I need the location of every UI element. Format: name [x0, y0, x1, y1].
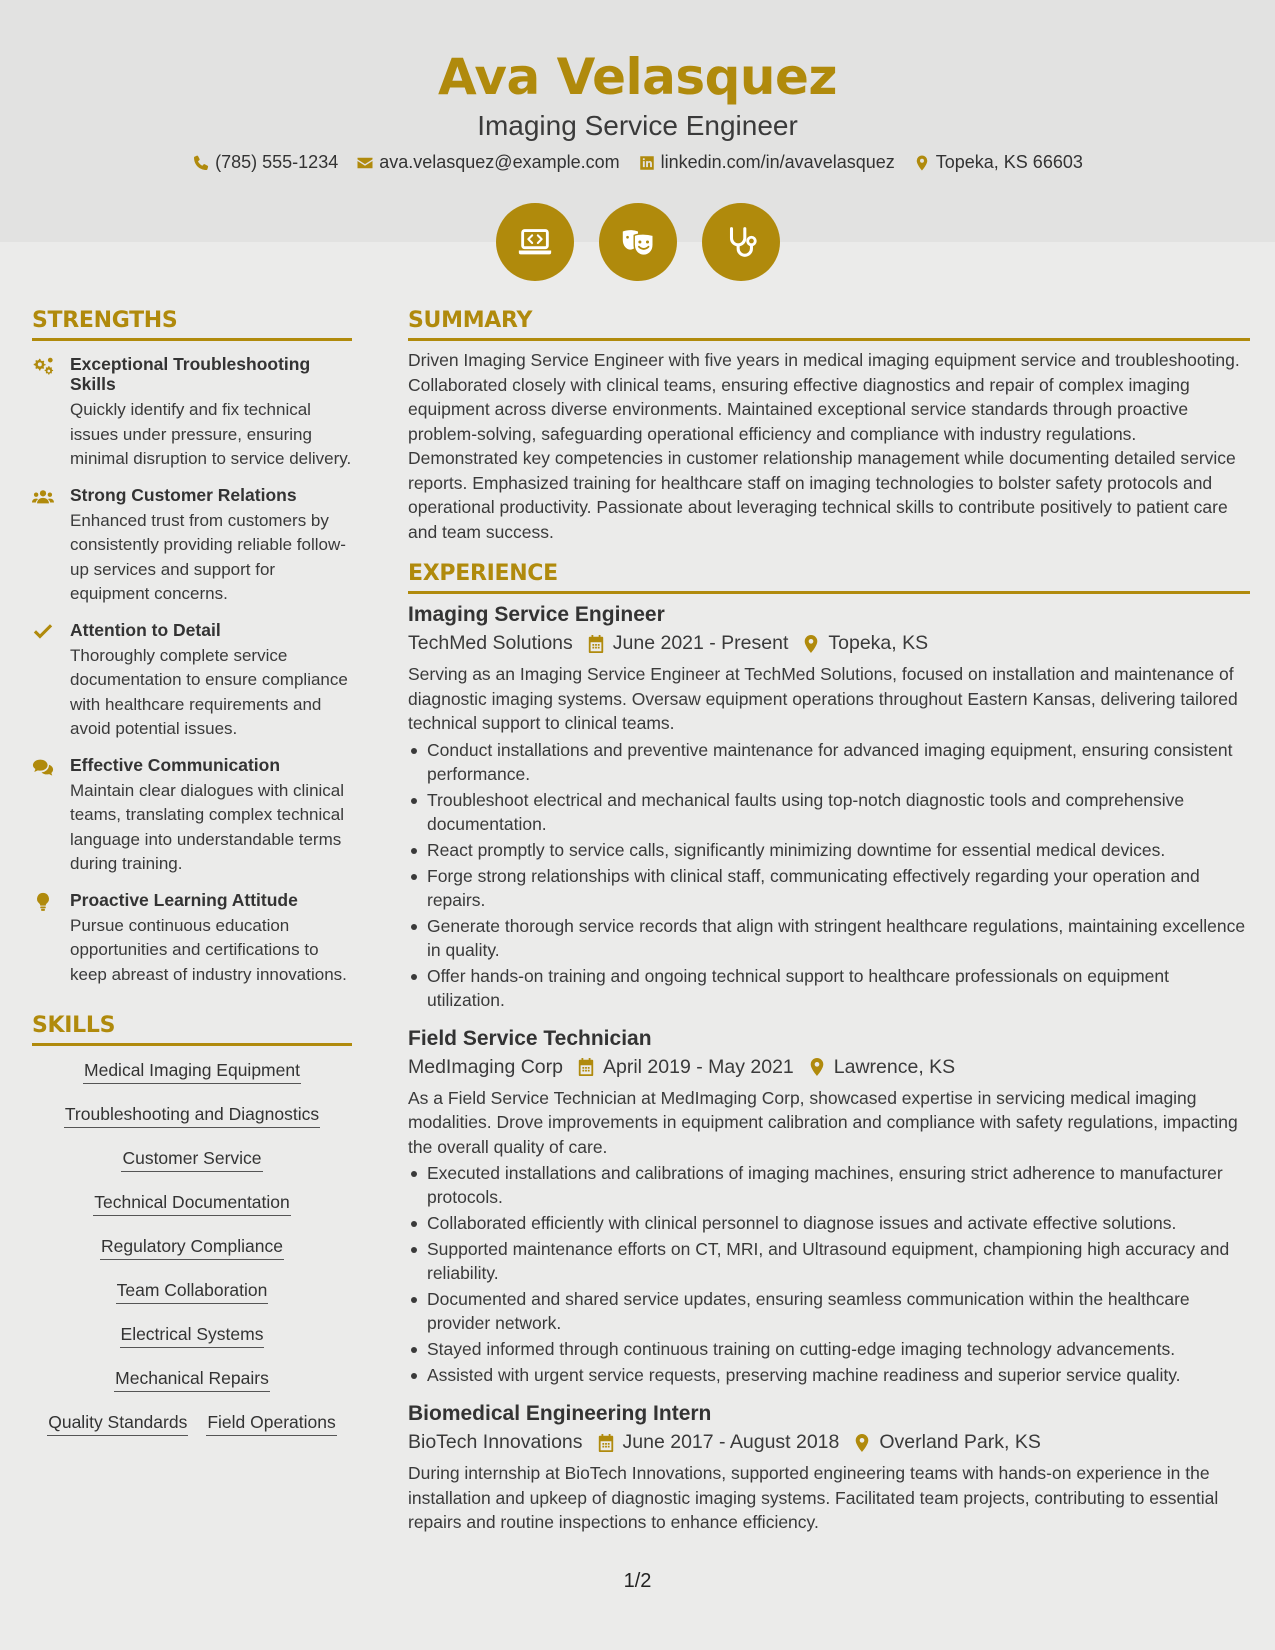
linkedin-text: linkedin.com/in/avavelasquez: [660, 152, 895, 172]
map-pin-icon: [808, 1057, 826, 1077]
calendar-icon: [577, 1057, 595, 1077]
strength-item: [32, 620, 352, 742]
strength-title: Strong Customer Relations: [70, 484, 297, 505]
job-dates: June 2021 - Present: [612, 632, 789, 654]
phone-text: (785) 555-1234: [215, 152, 339, 172]
badge-laptop: [496, 203, 574, 281]
strength-item: [32, 354, 352, 472]
strength-desc: Thoroughly complete service documentation to ensure compliance with healthcare requirements and avoid potential issues.: [70, 645, 348, 738]
skill-tag: Field Operations: [206, 1412, 336, 1436]
check-icon: [32, 622, 54, 642]
candidate-title: Imaging Service Engineer: [477, 110, 798, 141]
strength-title: Effective Communication: [70, 754, 281, 775]
strengths-heading: STRENGTHS: [32, 308, 352, 341]
experience-heading: EXPERIENCE: [408, 561, 1250, 594]
skill-tag: Team Collaboration: [116, 1280, 269, 1304]
skill-tag: Electrical Systems: [120, 1324, 265, 1348]
summary-heading: SUMMARY: [408, 308, 1250, 341]
calendar-icon: [587, 634, 605, 654]
stethoscope-icon: [722, 223, 760, 261]
contact-phone[interactable]: [192, 152, 338, 173]
job-description: During internship at BioTech Innovations, supported engineering teams with hands-on experience in the installation and upkeep of diagnostic imaging systems. Facilitated team projects, contributing to essential repairs and routine inspections to enhance efficiency.: [408, 1463, 1219, 1532]
job-location: Topeka, KS: [828, 632, 929, 654]
job-meta: [408, 1056, 1250, 1079]
strength-item: [32, 890, 352, 988]
envelope-icon: [356, 154, 374, 172]
job-meta: [408, 632, 1250, 655]
left-column: [32, 308, 352, 1436]
strength-title: Attention to Detail: [70, 619, 221, 640]
job-location: Lawrence, KS: [833, 1055, 956, 1078]
strength-desc: Quickly identify and fix technical issues under pressure, ensuring minimal disruption to service delivery.: [70, 400, 352, 468]
location-text: Topeka, KS 66603: [935, 152, 1083, 172]
badge-stethoscope: [702, 203, 780, 281]
strength-desc: Enhanced trust from customers by consistently providing reliable follow-up services and support for equipment concerns.: [70, 510, 346, 603]
job-bullets: [408, 1161, 1250, 1387]
contact-location: [913, 152, 1083, 173]
bullet-item: React promptly to service calls, significantly minimizing downtime for essential medical devices.: [408, 838, 1250, 862]
calendar-icon: [597, 1433, 615, 1453]
bullet-item: Stayed informed through continuous training on cutting-edge imaging technology advancements.: [408, 1337, 1250, 1361]
contact-linkedin[interactable]: [638, 152, 895, 173]
bullet-item: Executed installations and calibrations of imaging machines, ensuring strict adherence to manufacturer protocols.: [408, 1161, 1250, 1209]
skill-tag: Mechanical Repairs: [114, 1368, 270, 1392]
summary-text: Driven Imaging Service Engineer with five years in medical imaging equipment service and troubleshooting. Collaborated closely with clinical teams, ensuring effective diagnostics and repair of complex imaging equipment across diverse environments. Maintained exceptional service standards through proactive problem-solving, safeguarding operational efficiency and compliance with industry regulations. Demonstrated key competencies in customer relationship management while documenting detailed service reports. Emphasized training for healthcare staff on imaging technologies to bolster safety protocols and operational productivity. Passionate about leveraging technical skills to contribute positively to patient care and team success.: [408, 350, 1240, 542]
candidate-name: Ava Velasquez: [437, 48, 838, 106]
skills-list: [32, 1060, 352, 1436]
phone-icon: [192, 154, 210, 172]
job-role: Imaging Service Engineer: [408, 603, 665, 626]
skill-tag: Customer Service: [121, 1148, 262, 1172]
job-description: As a Field Service Technician at MedImaging Corp, showcased expertise in servicing medical imaging modalities. Drove improvements in equipment calibration and compliance with safety regulations, impacting the overall quality of care.: [408, 1087, 1238, 1157]
job-entry: [408, 602, 1250, 1012]
job-meta: [408, 1431, 1250, 1454]
laptop-code-icon: [516, 223, 554, 261]
interest-badges: [0, 203, 1275, 281]
skill-tag: Technical Documentation: [93, 1192, 291, 1216]
job-description: Serving as an Imaging Service Engineer at TechMed Solutions, focused on installation and maintenance of diagnostic imaging systems. Oversaw equipment operations throughout Eastern Kansas, delivering tailored technical support to clinical teams.: [408, 664, 1238, 733]
job-company: BioTech Innovations: [408, 1431, 583, 1453]
job-dates: June 2017 - August 2018: [622, 1431, 840, 1453]
skills-heading: SKILLS: [32, 1013, 352, 1046]
map-pin-icon: [853, 1433, 871, 1453]
bullet-item: Forge strong relationships with clinical staff, communicating effectively regarding your operation and repairs.: [408, 864, 1250, 912]
job-dates: April 2019 - May 2021: [603, 1055, 794, 1078]
job-role: Biomedical Engineering Intern: [408, 1402, 712, 1425]
contact-row: [0, 152, 1275, 173]
skill-tag: Quality Standards: [47, 1412, 188, 1436]
bullet-item: Offer hands-on training and ongoing technical support to healthcare professionals on equipment utilization.: [408, 964, 1250, 1012]
linkedin-icon: [638, 154, 656, 172]
comments-icon: [32, 757, 54, 777]
skill-tag: Regulatory Compliance: [100, 1236, 284, 1260]
job-company: TechMed Solutions: [408, 632, 573, 654]
skill-tag: Troubleshooting and Diagnostics: [64, 1104, 320, 1128]
bullet-item: Assisted with urgent service requests, preserving machine readiness and superior service quality.: [408, 1363, 1250, 1387]
strength-item: [32, 485, 352, 607]
strength-title: Exceptional Troubleshooting Skills: [70, 354, 311, 394]
bullet-item: Collaborated efficiently with clinical personnel to diagnose issues and activate effective solutions.: [408, 1211, 1250, 1235]
contact-email[interactable]: [356, 152, 619, 173]
bullet-item: Generate thorough service records that align with stringent healthcare regulations, maintaining excellence in quality.: [408, 914, 1250, 962]
right-column: [408, 308, 1250, 1535]
email-text: ava.velasquez@example.com: [379, 152, 620, 172]
badge-masks: [599, 203, 677, 281]
theater-masks-icon: [619, 223, 657, 261]
job-role: Field Service Technician: [408, 1026, 652, 1050]
gears-icon: [32, 356, 54, 376]
bullet-item: Troubleshoot electrical and mechanical faults using top-notch diagnostic tools and comprehensive documentation.: [408, 788, 1250, 836]
bullet-item: Supported maintenance efforts on CT, MRI, and Ultrasound equipment, championing high accuracy and reliability.: [408, 1237, 1250, 1285]
strength-item: [32, 755, 352, 877]
job-entry: [408, 1401, 1250, 1535]
strength-desc: Pursue continuous education opportunities and certifications to keep abreast of industry innovations.: [70, 915, 347, 984]
job-company: MedImaging Corp: [408, 1055, 563, 1078]
users-icon: [32, 487, 54, 507]
strength-title: Proactive Learning Attitude: [70, 889, 298, 910]
map-pin-icon: [913, 154, 931, 172]
bullet-item: Documented and shared service updates, ensuring seamless communication within the healthcare provider network.: [408, 1287, 1250, 1335]
strength-desc: Maintain clear dialogues with clinical teams, translating complex technical language into understandable terms during training.: [70, 780, 345, 873]
job-entry: [408, 1026, 1250, 1388]
job-bullets: [408, 738, 1250, 1012]
job-location: Overland Park, KS: [879, 1431, 1041, 1453]
bullet-item: Conduct installations and preventive maintenance for advanced imaging equipment, ensuring consistent performance.: [408, 738, 1250, 786]
skill-tag: Medical Imaging Equipment: [83, 1060, 301, 1084]
lightbulb-icon: [32, 892, 54, 912]
page-number: 1/2: [623, 1570, 652, 1592]
map-pin-icon: [802, 634, 820, 654]
